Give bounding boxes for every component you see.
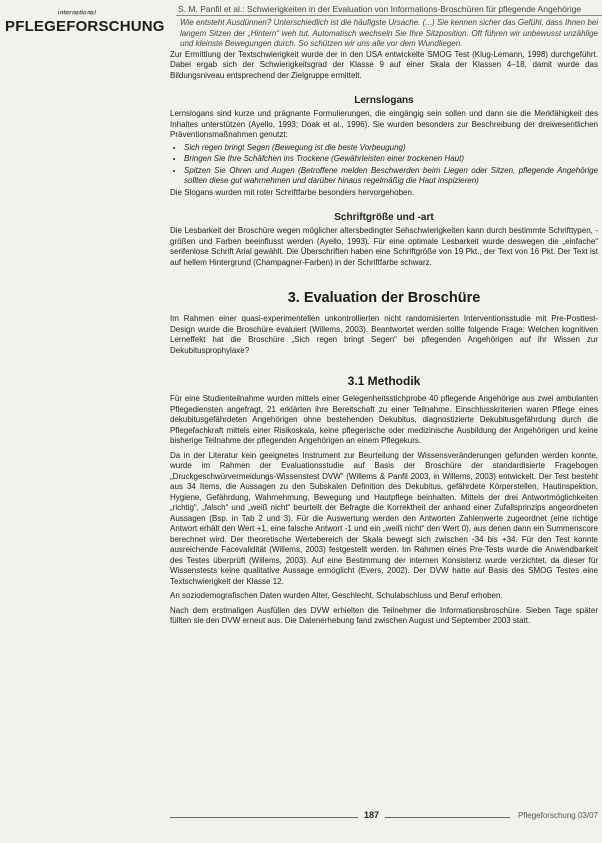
page-number: 187	[358, 810, 385, 820]
slogan-item: • Sich regen bringt Segen (Bewegung ist die beste Vorbeugung)	[184, 143, 598, 154]
schrift-heading: Schriftgröße und -art	[334, 212, 434, 223]
journal-issue: Pflegeforschung 03/07	[517, 811, 598, 820]
evaluation-heading: 3. Evaluation der Broschüre	[287, 290, 481, 306]
main-text-column	[170, 18, 598, 627]
example-quote: Wie entsteht Ausdünnen? Unterschiedlich ist die häufigste Ursache. (...) Sie kennen sicher das Gefühl, dass Ihnen bei langem Sitzen der „Hintern“ weh tut. Automatisch wechseln Sie Ihre Sitzposition. Oft führen wir unbewusst unzählige und kleinste Bewegungen durch. So schützen wir uns alle vor dem Wundliegen.	[180, 18, 598, 48]
journal-logo: PFLEGEFORSCHUNG	[5, 18, 165, 35]
lernslogans-heading: Lernslogans	[354, 95, 414, 106]
methodik-heading: 3.1 Methodik	[347, 374, 421, 388]
schrift-paragraph: Die Lesbarkeit der Broschüre wegen möglicher altersbedingter Sehschwierigkeiten kann durch bestimmte Schrifttypen, -größen und Farben beeinflusst werden (Ayello, 1993). Für eine optimale Lesbarkeit wurde deswegen die „einfache“ serifenlose Schrift Arial gewählt. Die Überschriften haben eine Schriftgröße von 19 Pkt., der Text von 16 Pkt. Der Text ist auf hellem Hintergrund (Champagner-Farben) in der Schriftfarbe schwarz.	[170, 226, 598, 267]
methodik-paragraph-2: Da in der Literatur kein geeignetes Instrument zur Beurteilung der Wissensveränderungen gefunden werden konnte, wurde im Rahmen der Evaluationsstudie auf Basis der Broschüre der standardisierte Fragebogen „Druckgeschwürvermeidungs-Wissenstest DVW“ (Willems & Panfil 2003, in Willems, 2003) entwickelt. Der Test besteht aus 34 Items, die Aussagen zu den Subskalen Definition des Dekubitus, gefährdete Körperstellen, Hautinspektion, Hygiene, Gefährdung, Wahrnehmung, Bewegung und Hautpflege beinhalten. Mittels der drei Antwortmöglichkeiten „richtig“, „falsch“ und „weiß nicht“ beurteilt der Befragte die Korrektheit der anhand einer Zufallsprinzips angeordneten Aussagen (Bsp. in Tab 2 und 3). Für die Auswertung werden den Antworten Zahlenwerte zugeordnet (eine richtige Antwort erhält den Wert +1, eine falsche Antwort -1 und ein „weiß nicht“ den Wert 0), aus denen dann ein Summenscore berechnet wird. Der theoretische Wertebereich der Skala bewegt sich zwischen -34 bis +34. Für den Test konnte ausreichende Facevalidität (Willems, 2003) festgestellt werden. Im Rahmen eines Pre-Tests wurde die Anwendbarkeit des Testes überprüft (Willems, 2003). Auf eine Bestimmung der internen Konsistenz wurde verzichtet, da dieser für Wissenstests keine qualitative Aussage ermöglicht (Evers, 2002). Der DVW hatte auf Basis des SMOG Testes eine Textschwierigkeit der Klasse 12.	[170, 450, 598, 586]
footer-divider	[170, 817, 510, 818]
evaluation-paragraph: Im Rahmen einer quasi-experimentellen unkontrollierten nicht randomisierten Interventionsstudie mit Pre-Posttest-Design wurde die Broschüre evaluiert (Willems, 2003). Beantwortet werden sollte folgende Frage: Welchen kognitiven Lerneffekt hat die Broschüre „Sich regen bringt Segen“ bei pflegenden Angehörigen auf ihr Wissen zur Dekubitusprophylaxe?	[170, 314, 598, 355]
slogan-list	[170, 143, 598, 187]
slogan-item: • Bringen Sie Ihre Schäfchen ins Trockene (Gewährleisten einer trockenen Haut)	[184, 154, 598, 165]
methodik-paragraph-4: Nach dem erstmaligen Ausfüllen des DVW erhielten die Teilnehmer die Informationsbroschüre. Sieben Tage später füllten sie den DVW erneut aus. Die Datenerhebung fand zwischen August und September 2003 statt.	[170, 605, 598, 625]
lernslogans-paragraph: Lernslogans sind kurze und prägnante Formulierungen, die eingängig sein sollen und dann sie die Merkfähigkeit des Inhaltes unterstützen (Ayello, 1993; Doak et al., 1996). Sie wurden besonders zur Beschreibung der dreiwesentlichen Präventionsmaßnahmen genutzt:	[170, 109, 598, 139]
slogan-note: Die Slogans wurden mit roter Schriftfarbe besonders hervorgehoben.	[170, 187, 415, 197]
running-header-title: S. M. Panfil et al.: Schwierigkeiten in der Evaluation von Informations-Broschüren für pflegende Angehörige	[178, 4, 582, 14]
methodik-paragraph-3: An soziodemografischen Daten wurden Alter, Geschlecht, Schulabschluss und Beruf erhoben.	[170, 591, 503, 600]
slogan-item: • Spitzen Sie Ohren und Augen (Betroffene melden Beschwerden beim Liegen oder Sitzen, pflegende Angehörige sollten diese gut wahrnehmen und darüber hinaus regelmäßig die Haut inspizieren)	[184, 166, 598, 187]
methodik-paragraph-1: Für eine Studienteilnahme wurden mittels einer Gelegenheitsstichprobe 40 pflegende Angehörige aus zwei ambulanten Pflegediensten angefragt, 21 erklärten ihre Bereitschaft zu einer Teilnahme. Einschlusskriterien waren Pflege eines dekubitusgefährdeten Angehörigen ohne bestehenden Dekubitus, diagnostizierte Dekubitusgefährdung durch die Pflegefachkraft mittels einer Risikoskala, keine pflegerische oder medizinische Ausbildung der Angehörigen und keine bisherige Teilnahme der pflegenden Angehörigen an einem Pflegekurs.	[170, 394, 598, 445]
page-footer	[170, 810, 598, 826]
smog-paragraph: Zur Ermittlung der Textschwierigkeit wurde der in den USA entwickelte SMOG Test (Klug-Lemann, 1998) durchgeführt. Dabei ergab sich der Schwierigkeitsgrad der Klasse 9 auf einer Skala der Klassen 4–18, damit wurde das Bildungsniveau entsprechend der Zielgruppe ermittelt.	[170, 49, 598, 80]
journal-logo-subtitle: ᵢₙₜₑᵣₙₐₜᵢₒₙₐₗ	[58, 6, 96, 16]
header-divider	[176, 15, 602, 16]
